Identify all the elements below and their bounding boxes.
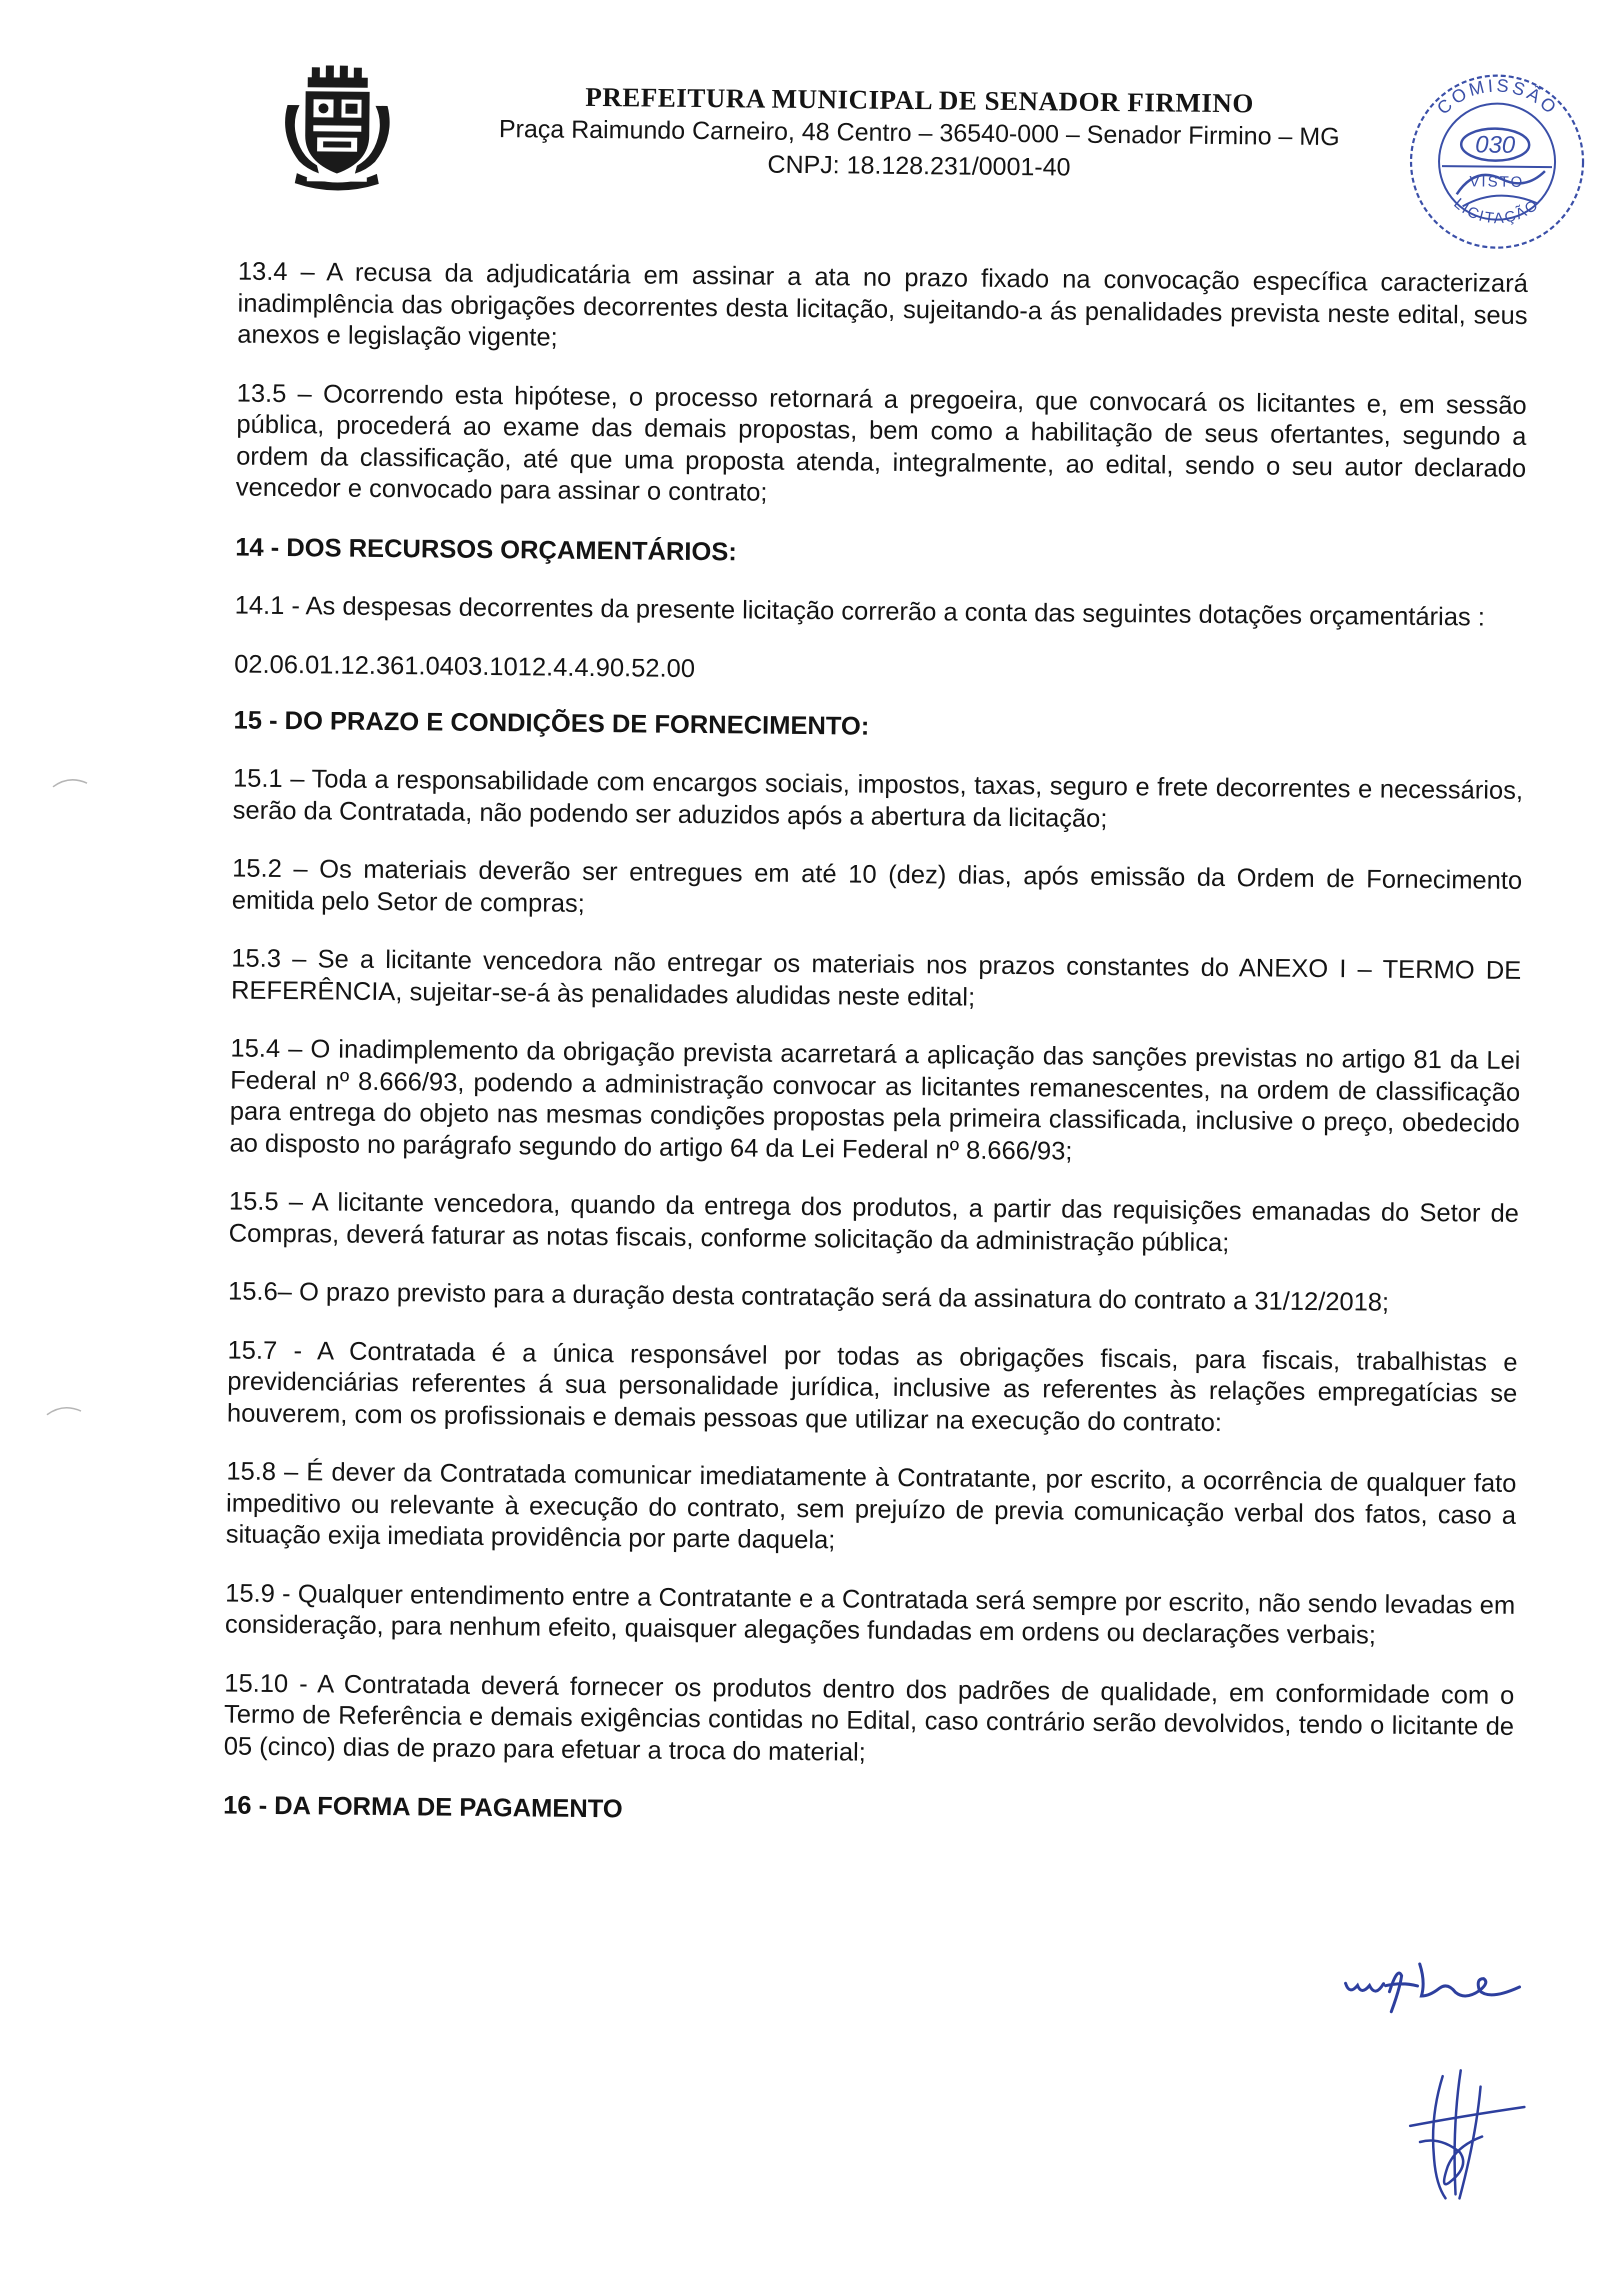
section-16-heading: 16 - DA FORMA DE PAGAMENTO xyxy=(223,1791,623,1824)
scan-artifact-mark xyxy=(51,773,91,793)
handwritten-initials-signature xyxy=(1339,1955,1530,2027)
stamp-bottom-text: LICITAÇÃO xyxy=(1450,195,1543,228)
budget-allocation-code: 02.06.01.12.361.0403.1012.4.4.90.52.00 xyxy=(234,650,696,683)
clause-14-1: 14.1 - As despesas decorrentes da presente licitação correrão a conta das seguintes dotações orçamentárias : xyxy=(234,591,1486,632)
clause-15-7: 15.7 - A Contratada é a única responsável por todas as obrigações fiscais, para fiscais, trabalhistas e previdenciárias referentes á sua personalidade jurídica, inclusive as referentes às relações empregatícias se houverem, com os profissionais e demais pessoas que utilizar na execução do contrato: xyxy=(226,1336,1518,1437)
commission-stamp xyxy=(1396,66,1598,258)
clause-15-9: 15.9 - Qualquer entendimento entre a Contratante e a Contratada será sempre por escrito, não sendo levadas em consideração, para nenhum efeito, quaisquer alegações fundadas em ordens ou declarações verbais; xyxy=(224,1579,1516,1650)
clause-15-1: 15.1 – Toda a responsabilidade com encargos sociais, impostos, taxas, seguro e frete decorrentes e necessários, serão da Contratada, não podendo ser aduzidos após a abertura da licitação; xyxy=(232,764,1524,833)
clause-15-6: 15.6– O prazo previsto para a duração desta contratação será da assinatura do contrato a 31/12/2018; xyxy=(228,1277,1390,1317)
section-15-heading: 15 - DO PRAZO E CONDIÇÕES DE FORNECIMENTO: xyxy=(233,706,870,741)
section-14-heading: 14 - DOS RECURSOS ORÇAMENTÁRIOS: xyxy=(235,533,737,566)
clause-13-4: 13.4 – A recusa da adjudicatária em assinar a ata no prazo fixado na convocação específica caracterizará inadimplência das obrigações decorrentes desta licitação, sujeitando-a ás penalidades prevista neste edital, seus anexos e legislação vigente; xyxy=(237,257,1529,352)
municipality-title: PREFEITURA MUNICIPAL DE SENADOR FIRMINO xyxy=(585,81,1254,119)
clause-15-3: 15.3 – Se a licitante vencedora não entregar os materiais nos prazos constantes do ANEXO I – TERMO DE REFERÊNCIA, sujeitar-se-á às penalidades aludidas neste edital; xyxy=(230,944,1522,1012)
clause-13-5: 13.5 – Ocorrendo esta hipótese, o processo retornará a pregoeira, que convocará os licitantes e, em sessão pública, procederá ao exame das demais propostas, bem como a habilitação de seus ofertantes, segundo a ordem da classificação, até que uma proposta atenda, integralmente, ao edital, sendo o seu autor declarado vencedor e convocado para assinar o contrato; xyxy=(235,379,1527,507)
stamp-number: 030 xyxy=(1475,131,1516,159)
cnpj-line: CNPJ: 18.128.231/0001-40 xyxy=(767,150,1071,182)
clause-15-4: 15.4 – O inadimplemento da obrigação prevista acarretará a aplicação das sanções previstas no artigo 81 da Lei Federal nº 8.666/93, podendo a administração convocar as licitantes remanescentes, na ordem de classificação para entrega do objeto nas mesmas condições propostas pela primeira classificada, inclusive o preço, obedecido ao disposto no parágrafo segundo do artigo 64 da Lei Federal nº 8.666/93; xyxy=(229,1034,1521,1166)
document-body xyxy=(223,257,1528,1861)
scan-artifact-mark xyxy=(45,1401,85,1421)
clause-15-2: 15.2 – Os materiais deverão ser entregues em até 10 (dez) dias, após emissão da Ordem de Fornecimento emitida pelo Setor de compras; xyxy=(231,854,1523,918)
stamp-middle-text: VISTO xyxy=(1469,173,1525,191)
clause-15-8: 15.8 – É dever da Contratada comunicar imediatamente à Contratante, por escrito, a ocorrência de qualquer fato impeditivo ou relevante à execução do contrato, sem prejuízo de previa comunicação verbal dos fatos, caso a situação exija imediata providência por parte daquela; xyxy=(225,1457,1517,1555)
municipal-crest-icon xyxy=(277,65,398,194)
handwritten-signature xyxy=(1389,2066,1530,2207)
stamp-top-text: COMISSÃO xyxy=(1433,75,1563,120)
svg-text:COMISSÃO xyxy=(1433,75,1563,120)
letterhead xyxy=(429,78,1410,187)
svg-text:LICITAÇÃO xyxy=(1450,195,1543,228)
clause-15-10: 15.10 - A Contratada deverá fornecer os produtos dentro dos padrões de qualidade, em conformidade com o Termo de Referência e demais exigências contidas no Edital, caso contrário serão devolvidos, tendo o licitante de 05 (cinco) dias de prazo para efetuar a troca do material; xyxy=(223,1669,1515,1767)
address-line: Praça Raimundo Carneiro, 48 Centro – 36540-000 – Senador Firmino – MG xyxy=(498,115,1340,152)
clause-15-5: 15.5 – A licitante vencedora, quando da entrega dos produtos, a partir das requisições emanadas do Setor de Compras, deverá faturar as notas fiscais, conforme solicitação da administração pública; xyxy=(228,1187,1520,1257)
